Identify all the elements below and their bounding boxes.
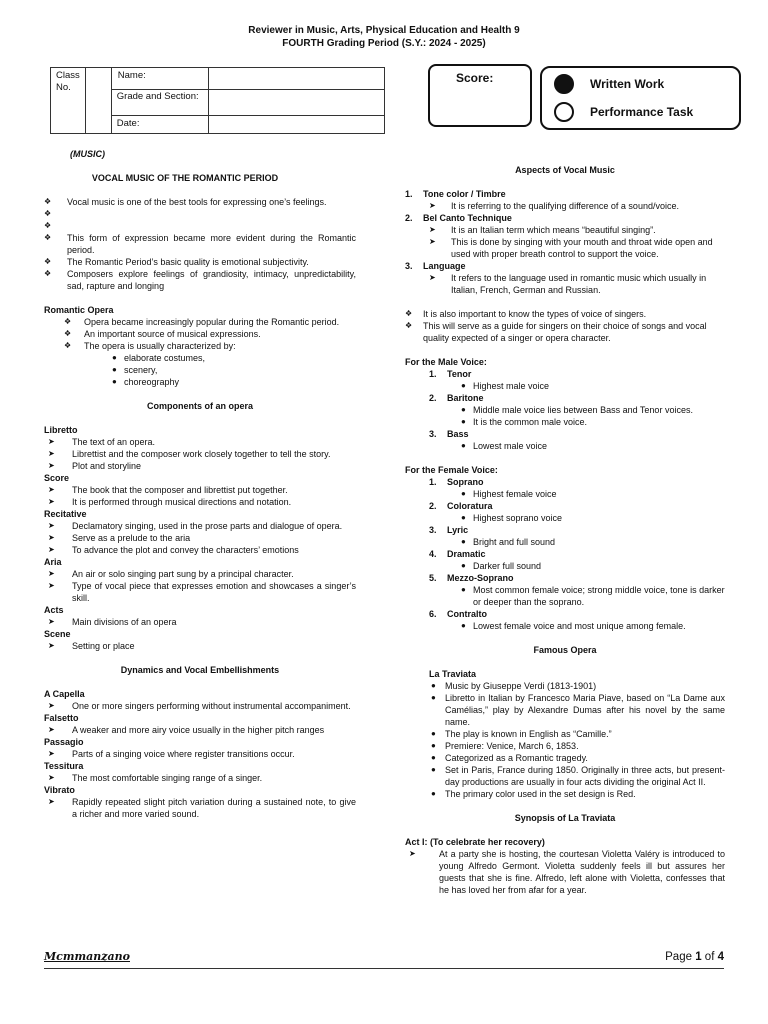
intro-list [44,196,356,292]
arrow-bullet-icon: ➤ [48,569,55,578]
numbered-term [405,476,725,488]
list-item [48,460,356,472]
dot-bullet-icon: ● [461,381,466,390]
voice-notes [405,308,725,344]
term-number: 3. [429,525,437,535]
list-item [48,580,356,604]
diamond-bullet-icon: ❖ [44,257,52,266]
arrow-bullet-icon: ➤ [48,701,55,710]
list-item [48,448,356,460]
term-number: 2. [405,213,413,223]
diamond-bullet-icon: ❖ [64,329,72,338]
dot-bullet-icon: ● [461,441,466,450]
components-list [44,424,356,652]
numbered-term [405,212,725,224]
list-item [48,568,356,580]
list-item [405,320,725,344]
list-item [48,484,356,496]
dot-bullet-icon: ● [431,681,436,690]
list-item-text: scenery, [124,365,158,375]
page-of: of [701,951,718,963]
list-item-text: Setting or place [72,641,135,651]
list-item [48,544,356,556]
term-heading: Falsetto [44,713,79,723]
list-item [48,700,356,712]
numbered-term [405,188,725,200]
list-item-text: Categorized as a Romantic tragedy. [445,753,588,763]
list-item-text: Declamatory singing, used in the prose parts and dialogue of opera. [72,521,343,531]
list-item-text: Libretto in Italian by Francesco Maria Piave, based on “La Dame aux Camélias,” play by Alexandre Dumas after his novel by the same name. [445,693,725,727]
performance-task-option[interactable] [554,102,693,122]
date-field[interactable] [208,116,384,134]
romantic-opera-heading: Romantic Opera [44,305,114,315]
list-item-text: An air or solo singing part sung by a principal character. [72,569,294,579]
dot-bullet-icon: ● [461,561,466,570]
list-item [461,536,725,548]
student-info-table [50,67,385,134]
diamond-bullet-icon: ❖ [44,197,52,206]
page-total: 4 [717,951,724,963]
list-item [48,724,356,736]
term-name: Bel Canto Technique [423,213,512,223]
list-item-text: Main divisions of an opera [72,617,177,627]
dot-bullet-icon: ● [431,729,436,738]
list-item-text: Middle male voice lies between Bass and Tenor voices. [473,405,693,415]
dot-bullet-icon: ● [431,789,436,798]
term-name: Tenor [447,369,472,379]
arrow-bullet-icon: ➤ [48,773,55,782]
list-item [48,436,356,448]
arrow-bullet-icon: ➤ [429,225,436,234]
numbered-term [405,548,725,560]
list-item-text: Plot and storyline [72,461,142,471]
list-item [48,772,356,784]
term-heading: Tessitura [44,761,84,771]
assessment-type-box [540,66,741,130]
dot-bullet-icon: ● [112,365,117,374]
numbered-term [405,572,725,584]
opera-sub-list [44,352,356,388]
term-number: 6. [429,609,437,619]
term-heading: Scene [44,629,71,639]
term-name: Coloratura [447,501,493,511]
list-item-text: An important source of musical expressions. [84,329,261,339]
dot-bullet-icon: ● [461,405,466,414]
male-voice-heading: For the Male Voice: [405,357,487,367]
list-item-text: Vocal music is one of the best tools for expressing one’s feelings. [67,197,327,207]
list-item-text: The text of an opera. [72,437,156,447]
filled-radio-icon [554,74,574,94]
term-number: 3. [429,429,437,439]
numbered-term [405,392,725,404]
performance-task-label: Performance Task [590,105,694,119]
list-item-text: To advance the plot and convey the characters’ emotions [72,545,299,555]
term-number: 1. [429,477,437,487]
dot-bullet-icon: ● [431,753,436,762]
list-item [48,796,356,820]
dot-bullet-icon: ● [112,353,117,362]
diamond-bullet-icon: ❖ [44,269,52,278]
list-item [112,352,356,364]
act1-item [405,848,725,896]
numbered-term [405,500,725,512]
list-item [461,380,725,392]
list-item-text: choreography [124,377,180,387]
arrow-bullet-icon: ➤ [48,641,55,650]
term-name: Mezzo-Soprano [447,573,514,583]
left-column [44,148,356,820]
term-name: Tone color / Timbre [423,189,506,199]
list-item-text: It refers to the language used in romantic music which usually in Italian, French, German and Russian. [451,273,707,295]
term-number: 5. [429,573,437,583]
female-voice-list [405,476,725,632]
list-item-text: The opera is usually characterized by: [84,341,236,351]
list-item [44,208,356,220]
list-item-text: Music by Giuseppe Verdi (1813-1901) [445,681,597,691]
term-number: 4. [429,549,437,559]
list-item [44,220,356,232]
term-name: Baritone [447,393,484,403]
list-item-text: It is referring to the qualifying difference of a sound/voice. [451,201,679,211]
list-item-text: Lowest male voice [473,441,548,451]
arrow-bullet-icon: ➤ [48,437,55,446]
male-voice-list [405,368,725,452]
list-item-text: The most comfortable singing range of a singer. [72,773,263,783]
list-item-text: Opera became increasingly popular during the Romantic period. [84,317,340,327]
list-item-text: Rapidly repeated slight pitch variation during a sustained note, to give a richer and more varied sound. [72,797,356,819]
list-item-text: Type of vocal piece that expresses emotion and showcases a singer’s skill. [72,581,356,603]
arrow-bullet-icon: ➤ [429,237,436,246]
list-item [461,440,725,452]
diamond-bullet-icon: ❖ [64,341,72,350]
dot-bullet-icon: ● [431,741,436,750]
aspects-list [405,188,725,296]
list-item [431,764,725,788]
arrow-bullet-icon: ➤ [48,533,55,542]
diamond-bullet-icon: ❖ [44,221,52,230]
term-name: Bass [447,429,469,439]
list-item [431,728,725,740]
dynamics-list [44,688,356,820]
list-item [431,752,725,764]
empty-radio-icon [554,102,574,122]
dot-bullet-icon: ● [461,537,466,546]
list-item-text: Highest soprano voice [473,513,563,523]
opera-list [44,316,356,352]
arrow-bullet-icon: ➤ [409,849,416,858]
term-name: Soprano [447,477,484,487]
arrow-bullet-icon: ➤ [48,521,55,530]
dot-bullet-icon: ● [461,417,466,426]
list-item-text: Premiere: Venice, March 6, 1853. [445,741,579,751]
arrow-bullet-icon: ➤ [48,545,55,554]
list-item-text: The primary color used in the set design is Red. [445,789,636,799]
list-item [64,340,356,352]
page-number: 1 [695,951,702,963]
numbered-term [405,524,725,536]
term-number: 2. [429,501,437,511]
term-heading: Recitative [44,509,87,519]
list-item-text: One or more singers performing without instrumental accompaniment. [72,701,351,711]
list-item [431,788,725,800]
list-item [429,224,725,236]
list-item-text: Highest female voice [473,489,557,499]
class-no-cell[interactable]: Class No. [51,68,86,134]
list-item [48,616,356,628]
author-signature: Mcmmanzano [44,950,130,963]
term-heading: Score [44,473,70,483]
arrow-bullet-icon: ➤ [48,581,55,590]
arrow-bullet-icon: ➤ [48,485,55,494]
female-voice-heading: For the Female Voice: [405,465,498,475]
term-name: Dramatic [447,549,486,559]
list-item-text: It is the common male voice. [473,417,588,427]
list-item [431,680,725,692]
numbered-term [405,260,725,272]
act1-title: Act I: (To celebrate her recovery) [405,837,545,847]
written-work-option[interactable] [554,74,664,94]
section-title: VOCAL MUSIC OF THE ROMANTIC PERIOD [91,173,279,183]
list-item-text: Serve as a prelude to the aria [72,533,191,543]
list-item [112,364,356,376]
list-item [48,748,356,760]
act1-text: At a party she is hosting, the courtesan Violetta Valéry is introduced to young Alfredo Germont. Violetta suddenly feels ill but assures her guests that she is fine. Alfredo, left alone with Violetta, confesses that he has loved her from afar for a year. [439,849,725,895]
header-title: Reviewer in Music, Arts, Physical Education and Health 9 [248,25,520,36]
list-item-text: It is also important to know the types of voice of singers. [423,309,647,319]
term-name: Contralto [447,609,487,619]
list-item [64,316,356,328]
list-item-text: The book that the composer and librettist put together. [72,485,288,495]
list-item [44,196,356,208]
list-item-text: Composers explore feelings of grandiosity, intimacy, unpredictability, sad, rapture and longing [67,269,356,291]
list-item-text: Lowest female voice and most unique among female. [473,621,686,631]
list-item [44,232,356,256]
header-period: FOURTH Grading Period (S.Y.: 2024 - 2025) [282,38,486,49]
diamond-bullet-icon: ❖ [44,233,52,242]
list-item-text: Most common female voice; strong middle voice, tone is darker or deeper than the soprano. [473,585,725,607]
list-item-text: Highest male voice [473,381,550,391]
term-number: 2. [429,393,437,403]
term-name: Language [423,261,466,271]
list-item [48,640,356,652]
list-item-text: The Romantic Period’s basic quality is emotional subjectivity. [67,257,309,267]
list-item-text: Set in Paris, France during 1850. Originally in three acts, but present-day productions are usually in four acts dividing the original Act II. [445,765,725,787]
list-item-text: This is done by singing with your mouth and throat wide open and used with proper breath control to support the voice. [451,237,713,259]
diamond-bullet-icon: ❖ [64,317,72,326]
numbered-term [405,608,725,620]
list-item-text: It is an Italian term which means “beautiful singing”. [451,225,656,235]
synopsis-heading: Synopsis of La Traviata [514,813,616,823]
list-item [431,692,725,728]
list-item [461,584,725,608]
list-item [64,328,356,340]
dot-bullet-icon: ● [461,585,466,594]
aspects-heading: Aspects of Vocal Music [515,165,615,175]
arrow-bullet-icon: ➤ [429,201,436,210]
list-item [461,488,725,500]
grade-section-field[interactable] [208,90,384,116]
page-footer [44,951,724,969]
list-item [48,520,356,532]
right-column [405,164,725,896]
list-item-text: Darker full sound [473,561,542,571]
subject-label: (MUSIC) [70,149,105,159]
list-item [461,560,725,572]
score-box[interactable] [428,64,532,127]
term-heading: Vibrato [44,785,75,795]
list-item [461,620,725,632]
list-item [44,268,356,292]
list-item [431,740,725,752]
arrow-bullet-icon: ➤ [429,273,436,282]
list-item-text: Librettist and the composer work closely together to tell the story. [72,449,331,459]
dot-bullet-icon: ● [461,489,466,498]
list-item-text: It is performed through musical directions and notation. [72,497,292,507]
name-label: Name: [111,68,208,90]
arrow-bullet-icon: ➤ [48,617,55,626]
date-label: Date: [111,116,208,134]
diamond-bullet-icon: ❖ [44,209,52,218]
numbered-term [405,428,725,440]
term-number: 1. [429,369,437,379]
term-heading: Libretto [44,425,78,435]
dynamics-heading: Dynamics and Vocal Embellishments [120,665,280,675]
term-heading: Aria [44,557,62,567]
list-item [461,404,725,416]
term-heading: A Capella [44,689,85,699]
arrow-bullet-icon: ➤ [48,449,55,458]
list-item-text: The play is known in English as “Camille.” [445,729,612,739]
document-header [0,24,768,50]
list-item [405,308,725,320]
list-item-text: This form of expression became more evident during the Romantic period. [67,233,356,255]
list-item [429,200,725,212]
dot-bullet-icon: ● [461,513,466,522]
list-item [429,272,725,296]
numbered-term [405,368,725,380]
list-item [461,512,725,524]
famous-opera-heading: Famous Opera [533,645,597,655]
term-name: Lyric [447,525,469,535]
list-item [112,376,356,388]
list-item [48,496,356,508]
list-item [461,416,725,428]
diamond-bullet-icon: ❖ [405,309,413,318]
page-prefix: Page [665,951,696,963]
class-no-field[interactable] [85,68,111,134]
arrow-bullet-icon: ➤ [48,797,55,806]
term-number: 1. [405,189,413,199]
list-item-text: Parts of a singing voice where register transitions occur. [72,749,295,759]
la-traviata-facts [405,680,725,800]
term-heading: Passagio [44,737,84,747]
arrow-bullet-icon: ➤ [48,725,55,734]
grade-section-label: Grade and Section: [111,90,208,116]
list-item-text: A weaker and more airy voice usually in the higher pitch ranges [72,725,325,735]
score-label: Score: [456,71,494,85]
la-traviata-title: La Traviata [429,669,477,679]
diamond-bullet-icon: ❖ [405,321,413,330]
arrow-bullet-icon: ➤ [48,497,55,506]
term-number: 3. [405,261,413,271]
list-item [48,532,356,544]
list-item-text: Bright and full sound [473,537,556,547]
list-item-text: elaborate costumes, [124,353,206,363]
page-indicator [665,951,724,963]
arrow-bullet-icon: ➤ [48,749,55,758]
list-item [44,256,356,268]
components-heading: Components of an opera [146,401,253,411]
dot-bullet-icon: ● [431,693,436,702]
list-item [429,236,725,260]
list-item-text: This will serve as a guide for singers on their choice of songs and vocal quality expected of a singer or opera character. [423,321,707,343]
term-heading: Acts [44,605,64,615]
name-field[interactable] [208,68,384,90]
dot-bullet-icon: ● [112,377,117,386]
written-work-label: Written Work [590,77,665,91]
dot-bullet-icon: ● [431,765,436,774]
dot-bullet-icon: ● [461,621,466,630]
arrow-bullet-icon: ➤ [48,461,55,470]
